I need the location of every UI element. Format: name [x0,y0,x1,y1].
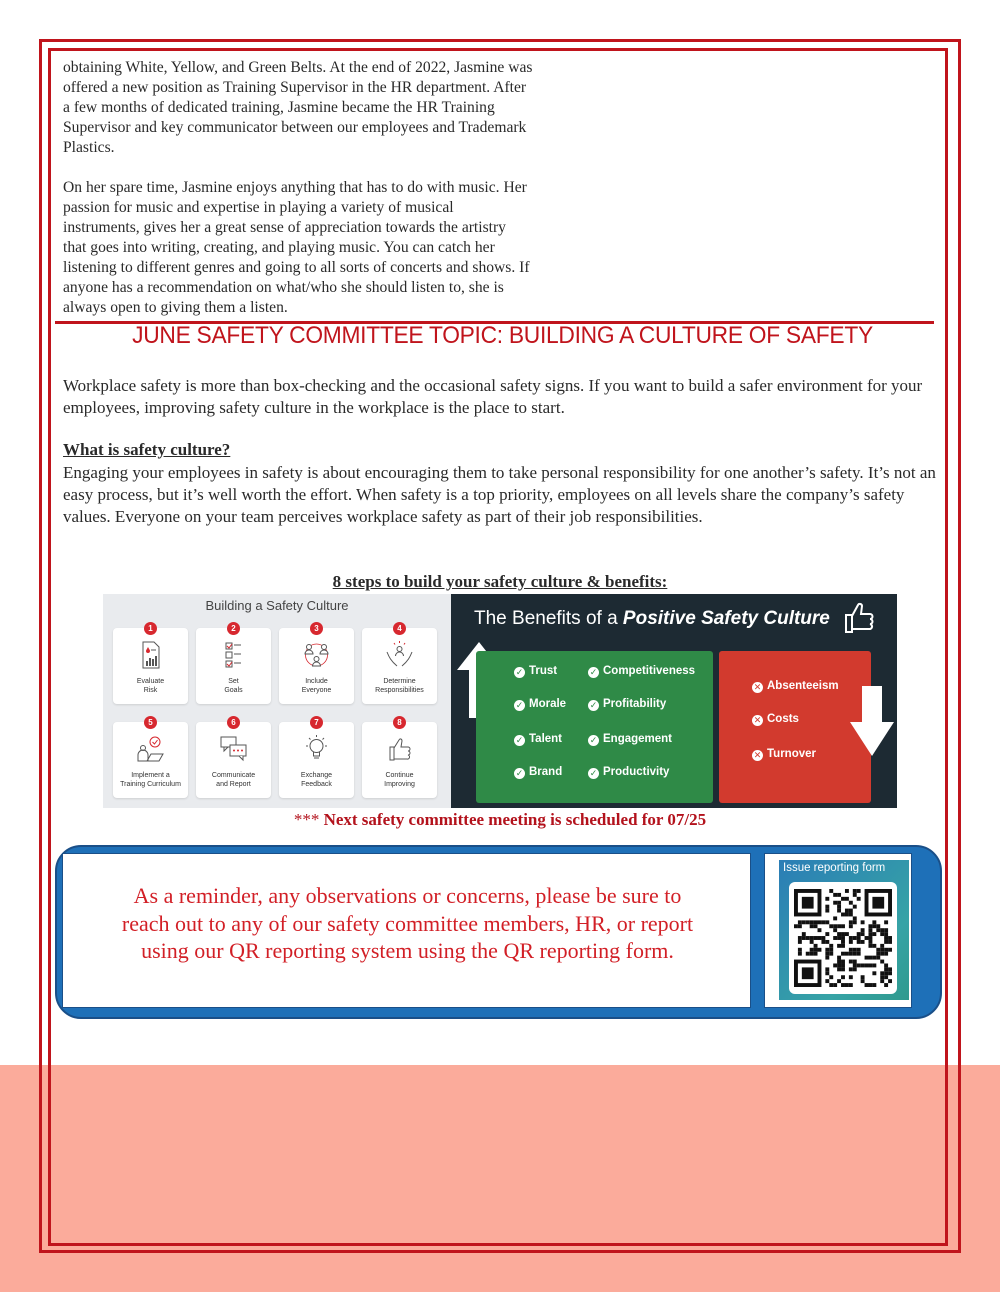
qr-code-icon [794,888,892,988]
step-number: 7 [310,716,323,729]
check-circle-icon: ✓ [515,667,524,677]
people-group-icon [301,640,332,670]
benefit-item: ✓ Brand [515,766,563,778]
section-title: JUNE SAFETY COMMITTEE TOPIC: BUILDING A CULTURE OF SAFETY [132,322,873,349]
subheading: What is safety culture? [63,440,231,459]
chat-bubbles-icon [218,734,249,764]
next-meeting-notice: *** Next safety committee meeting is scheduled for 07/25 [293,810,707,829]
check-circle-icon: ✓ [589,768,598,778]
decrease-item: ✕ Turnover [753,748,816,760]
step-card [279,624,354,704]
step-number: 5 [144,716,157,729]
step-number: 2 [227,622,240,635]
training-laptop-icon [135,734,166,764]
thumbs-up-icon [843,601,877,635]
step-card [113,718,188,798]
arrow-down-icon [850,686,894,756]
benefit-item: ✓ Engagement [589,733,673,745]
thumbs-up-icon [384,734,415,764]
qr-panel [764,853,912,1008]
benefit-item: ✓ Talent [515,733,563,745]
decreases-box [719,651,871,803]
benefit-item: ✓ Profitability [589,698,667,710]
step-label: Communicate and Report [211,772,256,788]
step-number: 4 [393,622,406,635]
step-card [279,718,354,798]
benefit-item: ✓ Trust [515,665,558,677]
step-card [196,624,271,704]
step-card [362,624,437,704]
check-circle-icon: ✓ [589,735,598,745]
qr-card[interactable] [779,860,909,1000]
x-circle-icon: ✕ [753,682,762,692]
qr-code[interactable] [789,882,897,994]
step-label: Evaluate Risk [136,678,165,694]
step-label: Continue Improving [384,772,415,788]
benefit-item: ✓ Productivity [589,766,670,778]
check-circle-icon: ✓ [515,735,524,745]
step-number: 6 [227,716,240,729]
decrease-item: ✕ Costs [753,713,799,725]
step-label: Set Goals [224,678,243,694]
benefits-title: The Benefits of a Positive Safety Culture [474,608,830,629]
step-number: 1 [144,622,157,635]
step-card [196,718,271,798]
check-circle-icon: ✓ [515,768,524,778]
check-circle-icon: ✓ [589,700,598,710]
bio-paragraph: obtaining White, Yellow, and Green Belts. At the end of 2022, Jasmine was offered a new position as Training Supervisor in the HR department. After a few months of dedicated training, Jasmine became the HR Training Supervisor and key communicator between our employees and Trademark Plastics. [63,59,533,156]
check-circle-icon: ✓ [589,667,598,677]
step-card [113,624,188,704]
increases-box [476,651,713,803]
bio-paragraph: On her spare time, Jasmine enjoys anything that has to do with music. Her passion for music and expertise in playing a variety of musical instruments, gives her a great sense of appreciation towards the artistry that goes into writing, creating, and playing music. You can catch her listening to different genres and going to all sorts of concerts and shows. If anyone has a recommendation on what/who she should listen to, she is always open to giving them a listen. [63,179,530,316]
x-circle-icon: ✕ [753,750,762,760]
x-circle-icon: ✕ [753,715,762,725]
culture-infographic [103,594,451,808]
step-number: 8 [393,716,406,729]
risk-document-icon [135,640,166,670]
step-label: Exchange Feedback [300,772,333,788]
reminder-text-box [62,853,751,1008]
hands-person-icon [384,640,415,670]
employee-bio [63,58,943,318]
step-label: Determine Responsibilities [375,678,424,694]
step-label: Implement a Training Curriculum [120,772,181,788]
benefits-infographic [451,594,897,808]
infographic-title: Building a Safety Culture [205,598,349,613]
body-paragraph: Engaging your employees in safety is about encouraging them to take personal responsibility for one another’s safety. It’s not an easy process, but it’s well worth the effort. When safety is a top priority, employees on all levels share the company’s safety values. Everyone on your team perceives workplace safety as part of their job responsibilities. [63,463,936,526]
step-label: Include Everyone [301,678,332,694]
decrease-item: ✕ Absenteeism [753,680,839,692]
step-card [362,718,437,798]
step-number: 3 [310,622,323,635]
qr-label: Issue reporting form [783,862,886,874]
reminder-text: As a reminder, any observations or concerns, please be sure to reach out to any of our safety committee members, HR, or report using our QR reporting system using the QR reporting form. [121,883,694,963]
benefit-item: ✓ Morale [515,698,567,710]
lightbulb-icon [301,734,332,764]
check-circle-icon: ✓ [515,700,524,710]
intro-paragraph: Workplace safety is more than box-checking and the occasional safety signs. If you want to build a safer environment for your employees, improving safety culture in the workplace is the place to start. [63,376,923,417]
steps-heading: 8 steps to build your safety culture & benefits: [332,572,668,591]
benefit-item: ✓ Competitiveness [589,665,696,677]
checklist-icon [218,640,249,670]
